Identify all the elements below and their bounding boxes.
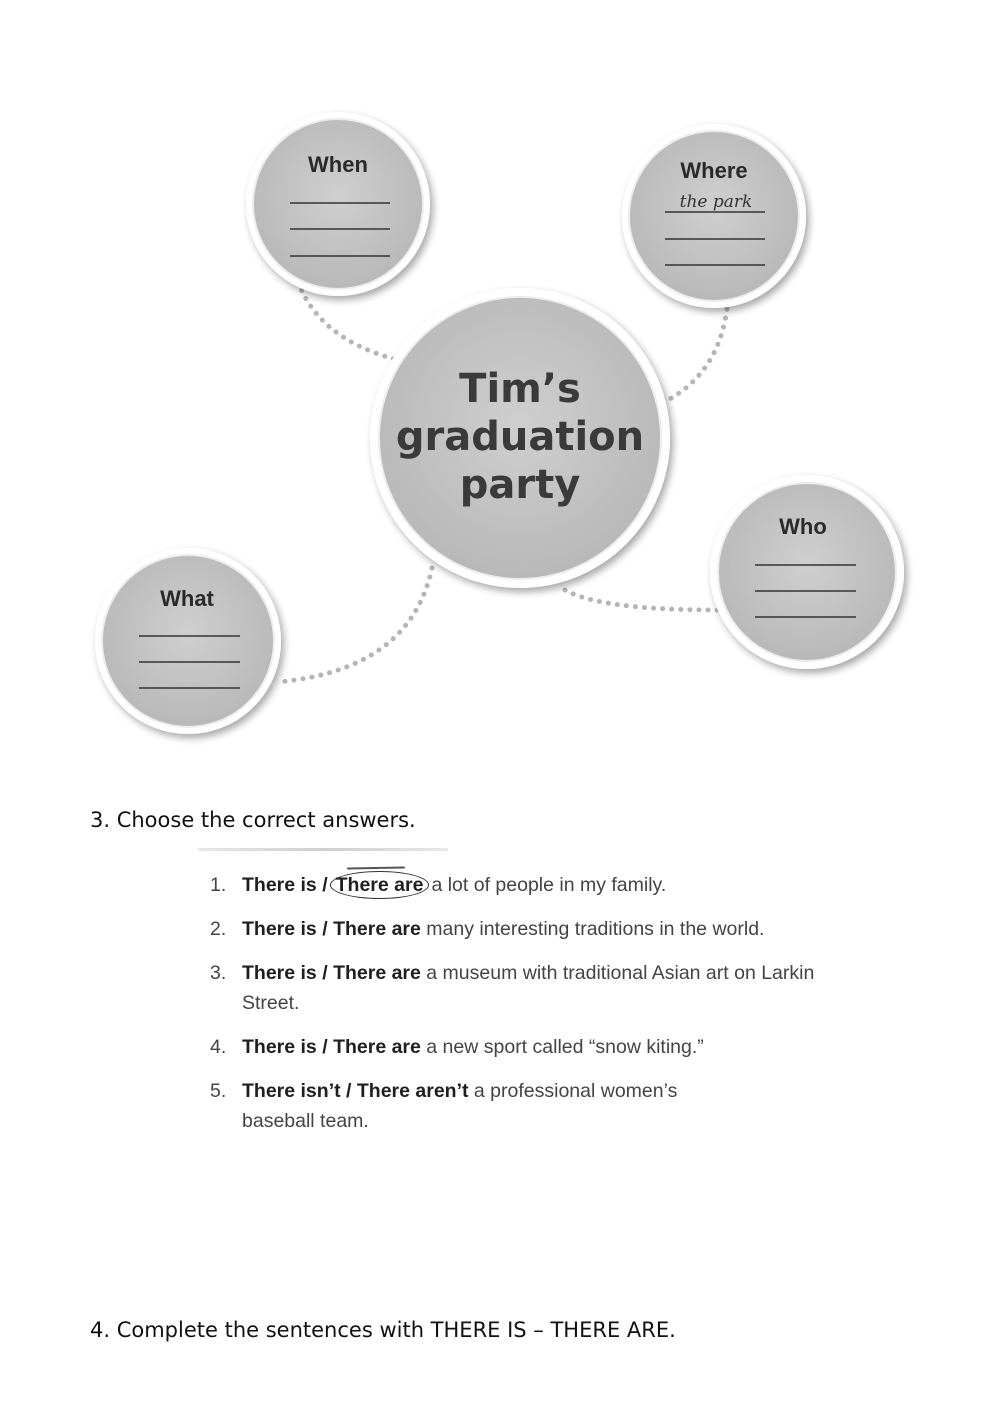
where-bubble [622, 124, 806, 308]
item-number: 3. [210, 962, 227, 984]
item-rest: a professional women’s baseball team. [242, 1080, 678, 1132]
when-bubble [246, 112, 430, 296]
item-number: 5. [210, 1080, 227, 1102]
item-text [242, 958, 830, 1018]
exercise-item [210, 870, 830, 900]
what-bubble [95, 548, 281, 734]
section-3-heading: 3. Choose the correct answers. [90, 808, 416, 832]
item-text [242, 1032, 712, 1062]
option-separator: / [322, 874, 328, 896]
item-text [242, 870, 830, 900]
option-1[interactable]: There is [242, 1036, 317, 1058]
option-2[interactable]: There aren’t [356, 1080, 469, 1102]
option-1[interactable]: There is [242, 918, 317, 940]
option-2-circled-answer[interactable]: There are [330, 871, 430, 899]
option-1[interactable]: There isn’t [242, 1080, 341, 1102]
center-title-line-2: graduation [395, 414, 645, 460]
option-2[interactable]: There are [333, 1036, 421, 1058]
option-separator: / [322, 962, 328, 984]
item-rest: a museum with traditional Asian art on Larkin Street. [242, 962, 815, 1014]
connector-who [565, 590, 718, 610]
exercise-item [210, 1076, 830, 1136]
option-separator: / [322, 1036, 328, 1058]
option-2[interactable]: There are [333, 962, 421, 984]
item-number: 1. [210, 874, 227, 896]
where-answer: the park [679, 192, 753, 212]
exercise-item [210, 914, 830, 944]
who-bubble [710, 475, 904, 669]
center-title-line-3: party [459, 462, 581, 508]
item-number: 2. [210, 918, 227, 940]
option-separator: / [346, 1080, 352, 1102]
exercise-item [210, 958, 830, 1018]
item-text [242, 914, 830, 944]
option-1[interactable]: There is [242, 962, 317, 984]
option-1[interactable]: There is [242, 874, 317, 896]
option-2[interactable]: There are [333, 918, 421, 940]
section-4-heading: 4. Complete the sentences with THERE IS – THERE ARE. [90, 1318, 676, 1342]
choose-answers-exercise [210, 870, 830, 1150]
item-rest: many interesting traditions in the world. [426, 918, 765, 940]
center-title-line-1: Tim’s [459, 366, 581, 412]
exercise-item [210, 1032, 830, 1062]
what-label: What [160, 586, 214, 611]
connector-what [278, 568, 432, 682]
item-rest: a new sport called “snow kiting.” [426, 1036, 704, 1058]
who-label: Who [779, 514, 827, 539]
where-label: Where [680, 158, 748, 183]
when-label: When [308, 152, 368, 177]
item-number: 4. [210, 1036, 227, 1058]
connector-where [668, 300, 728, 400]
item-rest: a lot of people in my family. [431, 874, 667, 896]
decorative-rule [198, 848, 448, 851]
item-text [242, 1076, 712, 1136]
option-separator: / [322, 918, 328, 940]
